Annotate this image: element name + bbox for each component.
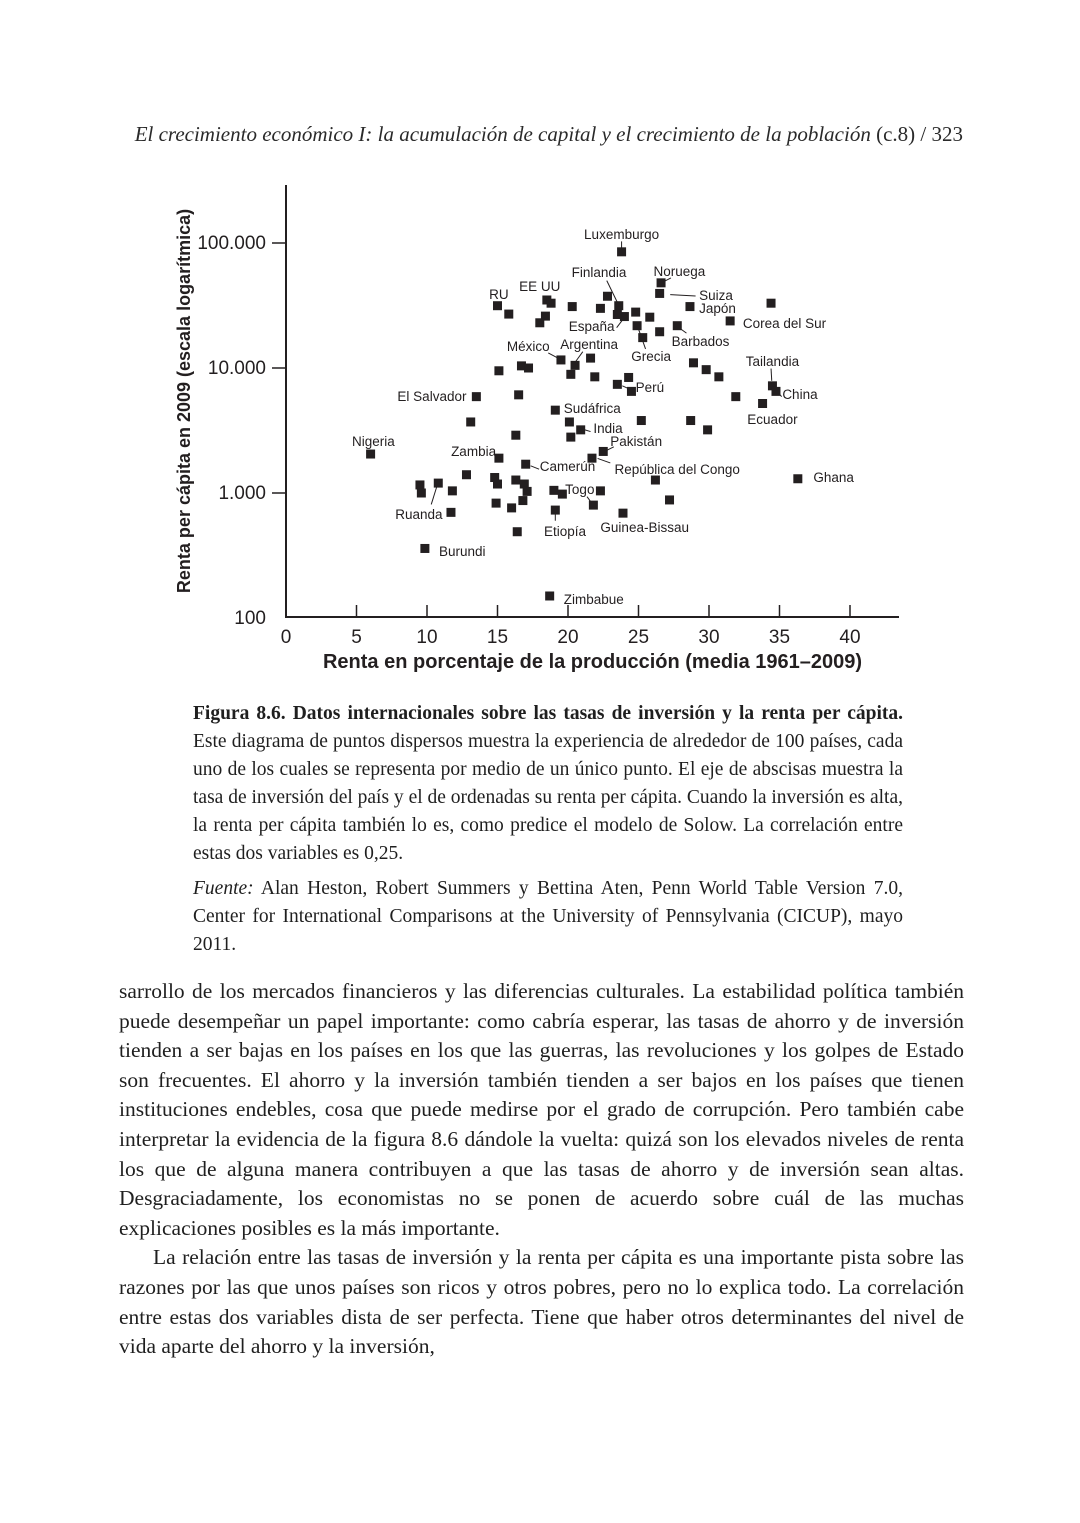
data-point xyxy=(549,486,558,495)
label-pointer-line xyxy=(576,352,583,362)
country-label: Noruega xyxy=(653,263,706,279)
data-point xyxy=(524,364,533,373)
data-point xyxy=(655,289,664,298)
y-tick-label: 1.000 xyxy=(218,483,266,504)
data-point xyxy=(448,486,457,495)
country-label: Sudáfrica xyxy=(563,400,621,416)
data-point xyxy=(702,365,711,374)
country-label: EE UU xyxy=(519,279,561,295)
x-tick-label: 30 xyxy=(698,627,720,648)
data-point xyxy=(703,425,712,434)
data-point xyxy=(586,354,595,363)
data-point xyxy=(446,508,455,517)
data-point xyxy=(434,479,443,488)
data-point xyxy=(617,247,626,256)
caption-figure-text: Este diagrama de puntos dispersos muestra la experiencia de alrededor de 100 países, cada uno de los cuales se representa por medio de un único punto. El eje de abscisas muestra la tasa de inversión del país y el de ordenadas su renta per cápita. Cuando la inversión es alta, la renta per cápita también lo es, como predice el modelo de Solow. La correlación entre estas dos variables es 0,25. xyxy=(193,731,903,864)
country-label: República del Congo xyxy=(614,461,740,477)
data-point xyxy=(566,433,575,442)
data-point xyxy=(793,474,802,483)
data-point xyxy=(493,480,502,489)
data-point xyxy=(466,417,475,426)
x-axis-title: Renta en porcentaje de la producción (media 1961–2009) xyxy=(322,651,863,673)
data-point xyxy=(547,299,556,308)
data-point xyxy=(568,302,577,311)
data-point xyxy=(535,318,544,327)
country-label: Ecuador xyxy=(747,412,798,428)
country-label: Etiopía xyxy=(544,523,587,539)
data-point xyxy=(637,416,646,425)
data-point xyxy=(523,487,532,496)
data-point xyxy=(613,380,622,389)
country-label: Zambia xyxy=(451,443,497,459)
country-label: Pakistán xyxy=(610,433,663,449)
data-point xyxy=(624,373,633,382)
data-point xyxy=(590,372,599,381)
x-tick-label: 10 xyxy=(416,627,438,648)
data-point xyxy=(571,361,580,370)
country-label: México xyxy=(506,338,550,354)
data-point xyxy=(686,416,695,425)
data-point xyxy=(545,591,554,600)
data-point xyxy=(511,431,520,440)
country-label: Tailandia xyxy=(745,353,800,369)
data-point xyxy=(726,316,735,325)
country-label: Suiza xyxy=(699,287,733,303)
data-point xyxy=(518,496,527,505)
data-point xyxy=(596,304,605,313)
x-tick-label: 40 xyxy=(839,627,861,648)
body-paragraph-1: sarrollo de los mercados financieros y las diferencias culturales. La estabilidad política también puede desempeñar un papel importante: como cabría esperar, las tasas de ahorro y de inversión tienden a ser bajas en los países en los que las guerras, las revoluciones y los golpes de Estado son frecuentes. El ahorro y la inversión también tienden a ser bajos en los países que tienen instituciones endebles, cosa que puede medirse por el grado de corrupción. Pero también cabe interpretar la evidencia de la figura 8.6 dándole la vuelta: quizá son los elevados niveles de renta los que de alguna manera contribuyen a que las tasas de ahorro y de inversión sean altas. Desgraciadamente, los economistas no se ponen de acuerdo sobre cuál de las muchas explicaciones posibles es la más importante. xyxy=(119,979,964,1240)
label-pointer-line xyxy=(771,369,772,381)
data-point xyxy=(551,506,560,515)
data-point xyxy=(417,489,426,498)
body-paragraph-2: La relación entre las tasas de inversión y la renta per cápita es una importante pista sobre las razones por las que unos países son ricos y otros pobres, pero no lo explica todo. La correlación entre estas dos variables dista de ser perfecta. Tiene que haber otros determinantes del nivel de vida aparte del ahorro y la inversión, xyxy=(119,1245,964,1359)
data-point xyxy=(618,509,627,518)
data-point xyxy=(556,355,565,364)
data-point xyxy=(714,372,723,381)
data-point xyxy=(631,308,640,317)
data-point xyxy=(603,292,612,301)
country-label: Japón xyxy=(699,301,736,317)
country-label: El Salvador xyxy=(397,388,467,404)
body-text xyxy=(119,977,964,1362)
data-point xyxy=(511,476,520,485)
source-text: Alan Heston, Robert Summers y Bettina Aten, Penn World Table Version 7.0, Center for International Comparisons at the University of Pennsylvania (CICUP), mayo 2011. xyxy=(193,878,903,955)
label-pointer-line xyxy=(531,466,539,469)
label-pointer-line xyxy=(598,458,611,462)
country-label: Ruanda xyxy=(395,506,443,522)
x-tick-label: 25 xyxy=(627,627,650,648)
data-point xyxy=(758,399,767,408)
data-point xyxy=(566,370,575,379)
x-tick-label: 0 xyxy=(280,627,292,648)
data-point xyxy=(685,302,694,311)
x-tick-label: 20 xyxy=(557,627,579,648)
x-tick-label: 35 xyxy=(768,627,791,648)
data-point xyxy=(689,358,698,367)
country-label: Ghana xyxy=(813,469,854,485)
data-point xyxy=(462,470,471,479)
data-point xyxy=(767,299,776,308)
data-point xyxy=(521,460,530,469)
caption-figure-label: Figura 8.6. Datos internacionales sobre las tasas de inversión y la renta per cápita. xyxy=(193,703,903,724)
data-point xyxy=(657,278,666,287)
data-point xyxy=(655,327,664,336)
data-point xyxy=(589,501,598,510)
country-label: Nigeria xyxy=(352,433,395,449)
x-tick-label: 5 xyxy=(351,627,362,648)
data-point xyxy=(366,450,375,459)
data-point xyxy=(565,417,574,426)
label-pointer-line xyxy=(670,295,695,296)
data-point xyxy=(415,480,424,489)
label-pointer-line xyxy=(431,486,437,504)
data-point xyxy=(771,387,780,396)
data-point xyxy=(507,503,516,512)
data-point xyxy=(633,321,642,330)
country-label: Luxemburgo xyxy=(584,226,660,242)
country-label: Barbados xyxy=(671,333,730,349)
running-title: El crecimiento económico I: la acumulación de capital y el crecimiento de la población xyxy=(134,122,871,146)
data-point xyxy=(613,310,622,319)
data-point xyxy=(731,392,740,401)
country-label: Guinea-Bissau xyxy=(600,520,689,536)
y-tick-label: 10.000 xyxy=(207,358,266,379)
data-point xyxy=(673,321,682,330)
data-point xyxy=(513,527,522,536)
data-point xyxy=(551,406,560,415)
data-point xyxy=(492,499,501,508)
data-point xyxy=(472,392,481,401)
caption-paragraph xyxy=(193,700,903,868)
country-label: China xyxy=(782,386,818,402)
scatter-chart xyxy=(168,175,913,690)
figure-caption xyxy=(193,700,903,959)
country-label: Argentina xyxy=(560,336,619,352)
data-point xyxy=(576,425,585,434)
data-point xyxy=(514,390,523,399)
country-label: Grecia xyxy=(631,348,672,364)
data-point xyxy=(493,301,502,310)
data-point xyxy=(420,544,429,553)
data-point xyxy=(504,310,513,319)
y-axis-title: Renta per cápita en 2009 (escala logarítmica) xyxy=(174,208,194,594)
data-point xyxy=(627,387,636,396)
country-label: Perú xyxy=(635,379,665,395)
caption-source xyxy=(193,875,903,959)
country-label: India xyxy=(593,420,623,436)
data-point xyxy=(645,313,654,322)
data-point xyxy=(665,495,674,504)
label-pointer-line xyxy=(585,430,591,432)
country-label: Finlandia xyxy=(571,264,627,280)
running-header xyxy=(120,122,963,147)
source-label: Fuente: xyxy=(193,878,254,899)
data-point xyxy=(599,447,608,456)
x-tick-label: 15 xyxy=(486,627,509,648)
data-point xyxy=(494,366,503,375)
country-label: Corea del Sur xyxy=(742,315,827,331)
data-point xyxy=(614,301,623,310)
data-point xyxy=(596,486,605,495)
data-point xyxy=(638,333,647,342)
y-tick-label: 100.000 xyxy=(197,233,266,254)
country-label: Camerún xyxy=(539,458,596,474)
country-label: España xyxy=(568,318,615,334)
page-number: (c.8) / 323 xyxy=(870,122,963,146)
y-tick-label: 100 xyxy=(234,608,266,629)
country-label: Zimbabue xyxy=(563,592,624,608)
country-label: Burundi xyxy=(438,544,486,560)
country-label: Togo xyxy=(565,482,595,498)
country-label: RU xyxy=(489,287,509,303)
